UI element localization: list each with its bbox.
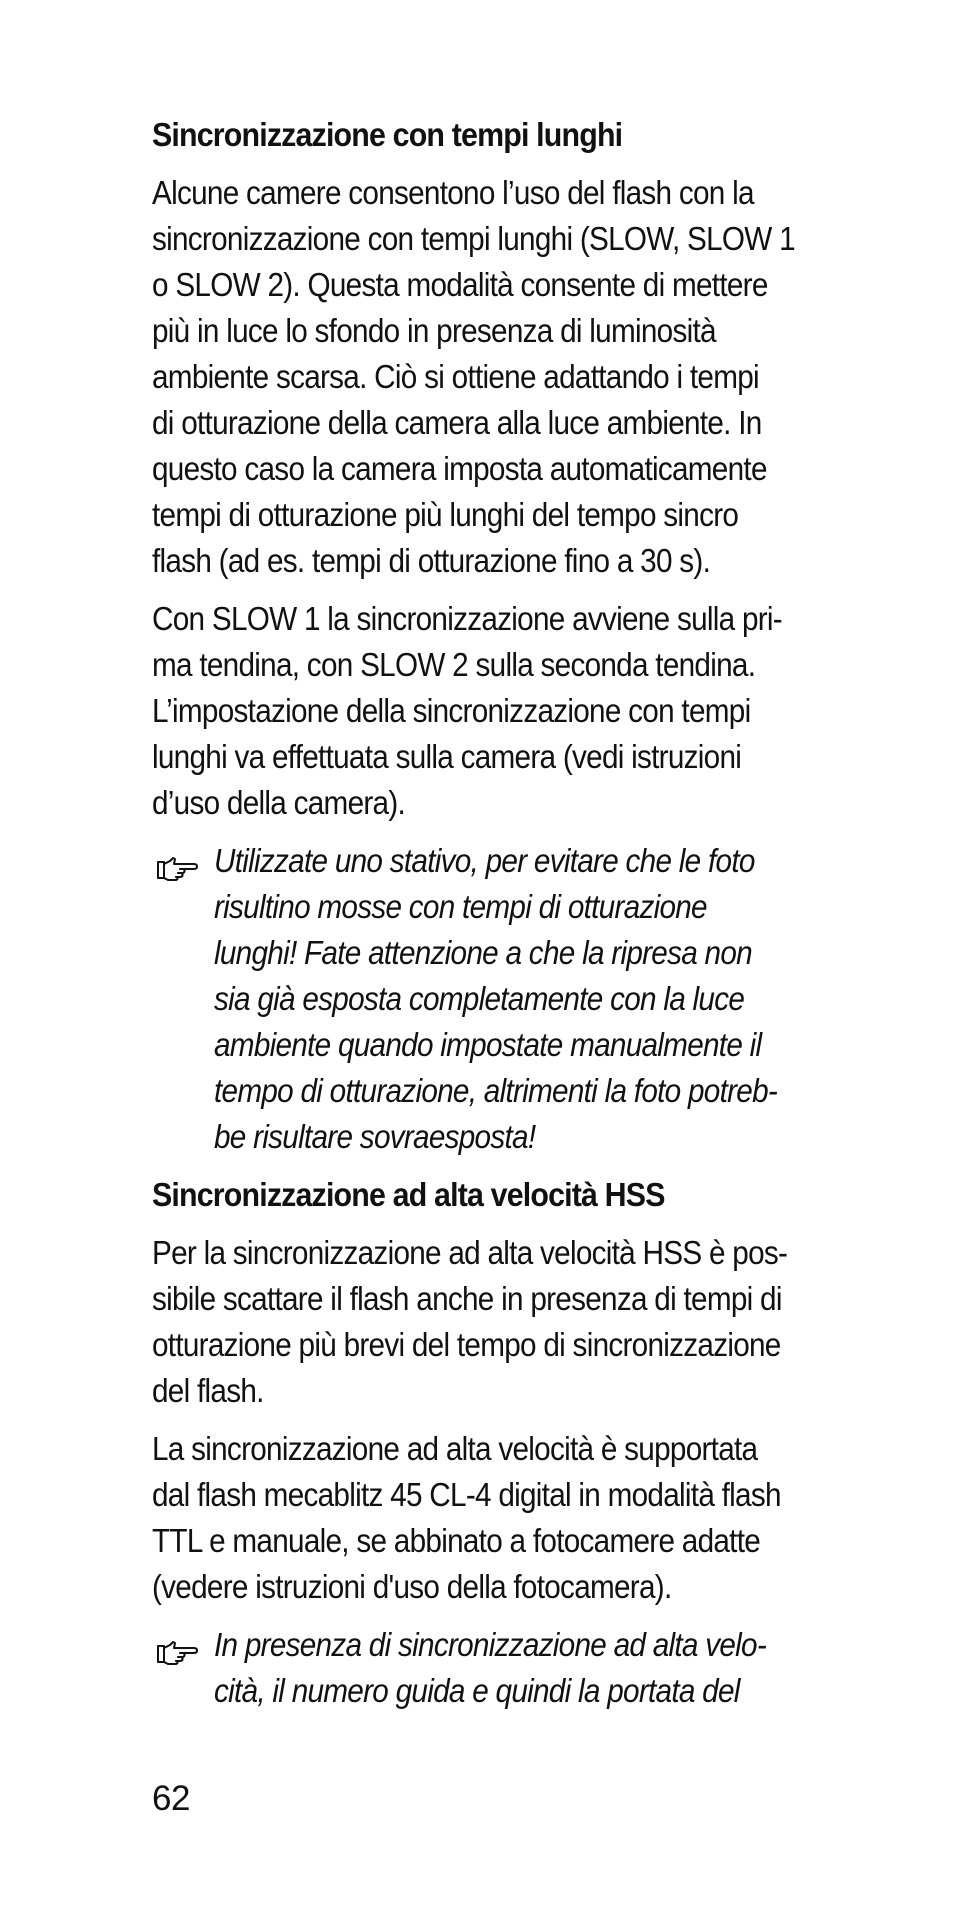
note-line: sia già esposta completamente con la luce [214,980,745,1017]
note-line: be risultare sovraesposta! [214,1118,536,1155]
note-line: cità, il numero guida e quindi la portata del [214,1672,740,1709]
text-line: flash (ad es. tempi di otturazione fino a 30 s). [152,542,711,579]
note-line: Utilizzate uno stativo, per evitare che le foto [214,842,755,879]
note-line: risultino mosse con tempi di otturazione [214,888,707,925]
note-line: tempo di otturazione, altrimenti la foto potreb- [214,1072,778,1109]
text-line: tempi di otturazione più lunghi del tempo sincro [152,496,739,533]
paragraph-slow-sync-intro [152,170,852,584]
text-line: Con SLOW 1 la sincronizzazione avviene sulla pri- [152,600,782,637]
page-content [152,112,852,1726]
section-heading-hss: Sincronizzazione ad alta velocità HSS [152,1176,665,1213]
text-line: (vedere istruzioni d'uso della fotocamera). [152,1568,672,1605]
text-line: lunghi va effettuata sulla camera (vedi istruzioni [152,738,742,775]
paragraph-hss-support [152,1426,852,1610]
paragraph-hss-intro [152,1230,852,1414]
text-line: L’impostazione della sincronizzazione con tempi [152,692,751,729]
text-line: otturazione più brevi del tempo di sincronizzazione [152,1326,781,1363]
text-line: di otturazione della camera alla luce ambiente. In [152,404,762,441]
note-line: ambiente quando impostate manualmente il [214,1026,762,1063]
text-line: Alcune camere consentono l’uso del flash con la [152,174,754,211]
text-line: del flash. [152,1372,264,1409]
note-tripod [152,838,852,1160]
page-number: 62 [152,1779,190,1818]
pointing-hand-icon [156,848,200,874]
text-line: sibile scattare il flash anche in presenza di tempi di [152,1280,782,1317]
note-line: lunghi! Fate attenzione a che la ripresa non [214,934,752,971]
paragraph-slow-sync-curtain [152,596,852,826]
text-line: ambiente scarsa. Ciò si ottiene adattando i tempi [152,358,759,395]
text-line: sincronizzazione con tempi lunghi (SLOW, SLOW 1 [152,220,795,257]
text-line: più in luce lo sfondo in presenza di luminosità [152,312,716,349]
section-heading-slow-sync: Sincronizzazione con tempi lunghi [152,116,623,153]
text-line: dal flash mecablitz 45 CL-4 digital in modalità flash [152,1476,781,1513]
text-line: La sincronizzazione ad alta velocità è supportata [152,1430,758,1467]
note-hss-guide-number [152,1622,852,1714]
note-line: In presenza di sincronizzazione ad alta velo- [214,1626,767,1663]
text-line: questo caso la camera imposta automaticamente [152,450,767,487]
text-line: Per la sincronizzazione ad alta velocità HSS è pos- [152,1234,788,1271]
text-line: o SLOW 2). Questa modalità consente di mettere [152,266,768,303]
text-line: ma tendina, con SLOW 2 sulla seconda tendina. [152,646,756,683]
text-line: d’uso della camera). [152,784,406,821]
pointing-hand-icon [156,1632,200,1658]
text-line: TTL e manuale, se abbinato a fotocamere adatte [152,1522,761,1559]
